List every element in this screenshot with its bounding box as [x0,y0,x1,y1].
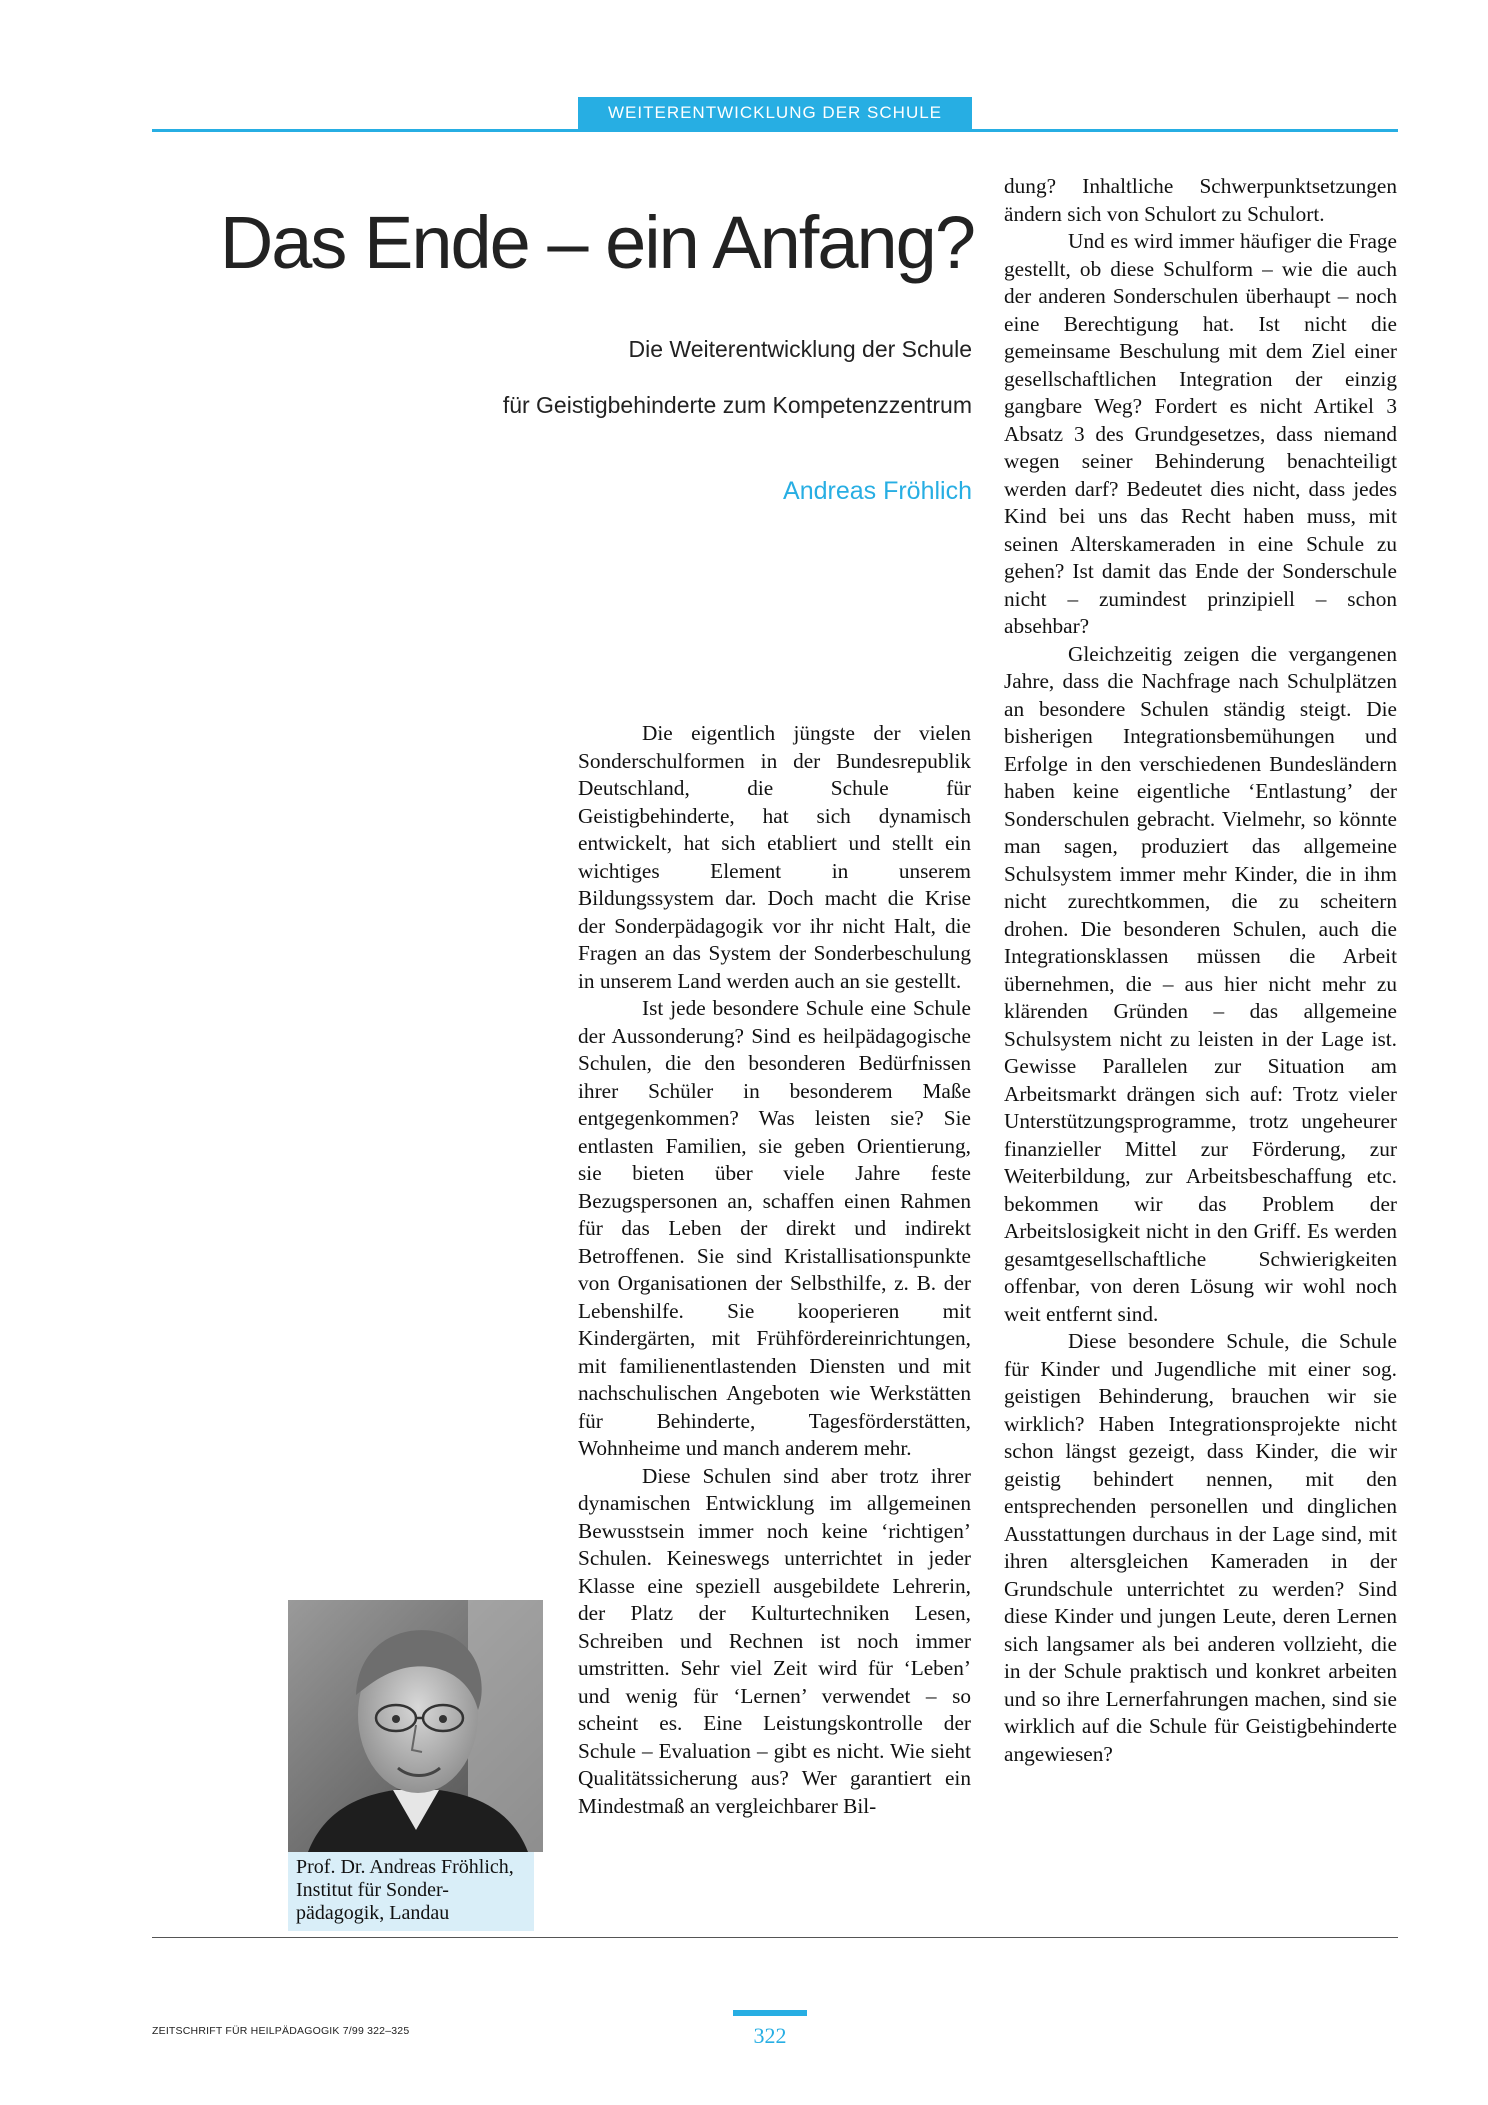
caption-line: Institut für Sonder- [296,1879,449,1901]
article-subtitle-line1: Die Weiterentwicklung der Schule [628,336,972,362]
paragraph: Und es wird immer häufiger die Frage gestellt, ob diese Schulform – wie die auch der anderen Sonderschulen überhaupt – noch eine Berechtigung hat. Ist nicht die gemeinsame Beschulung mit dem Ziel einer gesellschaftlichen Integration der einzig gangbare Weg? Fordert es nicht Artikel 3 Absatz 3 des Grundgesetzes, dass niemand wegen seiner Behinderung benachteiligt werden darf? Bedeutet dies nicht, dass jedes Kind bei uns das Recht haben muss, mit seinen Alterskameraden in eine Schule zu gehen? Ist damit das Ende der Sonderschule nicht – zumindest prinzipiell – schon absehbar? [1004,229,1397,638]
author-photo [288,1600,543,1852]
top-rule [152,129,1398,132]
photo-caption [288,1852,534,1931]
text-column-right [1004,173,1397,1768]
caption-line: pädagogik, Landau [296,1902,450,1924]
article-author: Andreas Fröhlich [783,477,972,505]
page-number-bar [733,2010,807,2016]
paragraph: dung? Inhaltliche Schwerpunktsetzungen ändern sich von Schulort zu Schulort. [1004,174,1397,226]
text-column-middle [578,720,971,1820]
journal-citation: ZEITSCHRIFT FÜR HEILPÄDAGOGIK 7/99 322–325 [152,2025,410,2037]
author-portrait-image [288,1600,543,1852]
article-title: Das Ende – ein Anfang? [219,201,974,284]
section-tag: WEITERENTWICKLUNG DER SCHULE [578,97,972,129]
bottom-rule [152,1937,1398,1938]
paragraph: Ist jede besondere Schule eine Schule der Aussonderung? Sind es heilpädagogische Schulen, die den besonderen Bedürfnissen ihrer Schüler in besonderem Maße entgegenkommen? Was leisten sie? Sie entlasten Familien, sie geben Orientierung, sie bieten über viele Jahre feste Bezugspersonen an, schaffen einen Rahmen für das Leben der direkt und indirekt Betroffenen. Sie sind Kristallisationspunkte von Organisationen der Selbsthilfe, z. B. der Lebenshilfe. Sie kooperieren mit Kindergärten, mit Frühfördereinrichtungen, mit familienentlastenden Diensten und mit nachschulischen Angeboten wie Werkstätten für Behinderte, Tagesförderstätten, Wohnheime und manch anderem mehr. [578,996,971,1460]
paragraph: Diese Schulen sind aber trotz ihrer dynamischen Entwicklung im allgemeinen Bewusstsein immer noch keine ‘richtigen’ Schulen. Keineswegs unterrichtet in jeder Klasse eine speziell ausgebildete Lehrerin, der Platz der Kulturtechniken Lesen, Schreiben und Rechnen ist noch immer umstritten. Sehr viel Zeit wird für ‘Leben’ und wenig für ‘Lernen’ verwendet – so scheint es. Eine Leistungskontrolle der Schule – Evaluation – gibt es nicht. Wie sieht Qualitätssicherung aus? Wer garantiert ein Mindestmaß an vergleichbarer Bil- [578,1463,971,1818]
paragraph: Gleichzeitig zeigen die vergangenen Jahre, dass die Nachfrage nach Schulplätzen an besondere Schulen ständig steigt. Die bisherigen Integrationsbemühungen und Erfolge in den verschiedenen Bundesländern haben keine eigentliche ‘Entlastung’ der Sonderschulen gebracht. Vielmehr, so könnte man sagen, produziert das allgemeine Schulsystem immer mehr Kinder, die in ihm nicht zurechtkommen, die zu scheitern drohen. Die besonderen Schulen, auch die Integrationsklassen müssen die Arbeit übernehmen, die – aus hier nicht mehr zu klärenden Gründen – das allgemeine Schulsystem nicht zu leisten in der Lage ist. Gewisse Parallelen zur Situation am Arbeitsmarkt drängen sich auf: Trotz vieler Unterstützungsprogramme, trotz ungeheurer finanzieller Mittel zur Förderung, zur Weiterbildung, zur Arbeitsbeschaffung etc. bekommen wir das Problem der Arbeitslosigkeit nicht in den Griff. Es werden gesamtgesellschaftliche Schwierigkeiten offenbar, von deren Lösung wir wohl noch weit entfernt sind. [1004,641,1397,1326]
page-number: 322 [753,2023,787,2048]
paragraph: Die eigentlich jüngste der vielen Sonderschulformen in der Bundesrepublik Deutschland, die Schule für Geistigbehinderte, hat sich dynamisch entwickelt, hat sich etabliert und stellt ein wichtiges Element in unserem Bildungssystem dar. Doch macht die Krise der Sonderpädagogik vor ihr nicht Halt, die Fragen an das System der Sonderbeschulung in unserem Land werden auch an sie gestellt. [578,721,971,993]
caption-line: Prof. Dr. Andreas Fröhlich, [296,1856,514,1878]
paragraph: Diese besondere Schule, die Schule für Kinder und Jugendliche mit einer sog. geistigen Behinderung, brauchen wir sie wirklich? Haben Integrationsprojekte nicht schon längst gezeigt, dass Kinder, die wir geistig behindert nennen, mit den entsprechenden personellen und dinglichen Ausstattungen durchaus in der Lage sind, mit ihren altersgleichen Kameraden in der Grundschule unterrichtet zu werden? Sind diese Kinder und jungen Leute, deren Lernen sich langsamer als bei anderen vollzieht, die in der Schule praktisch und konkret arbeiten und so ihre Lernerfahrungen machen, sind sie wirklich auf die Schule für Geistigbehinderte angewiesen? [1004,1329,1397,1766]
article-subtitle-line2: für Geistigbehinderte zum Kompetenzzentrum [502,392,972,418]
